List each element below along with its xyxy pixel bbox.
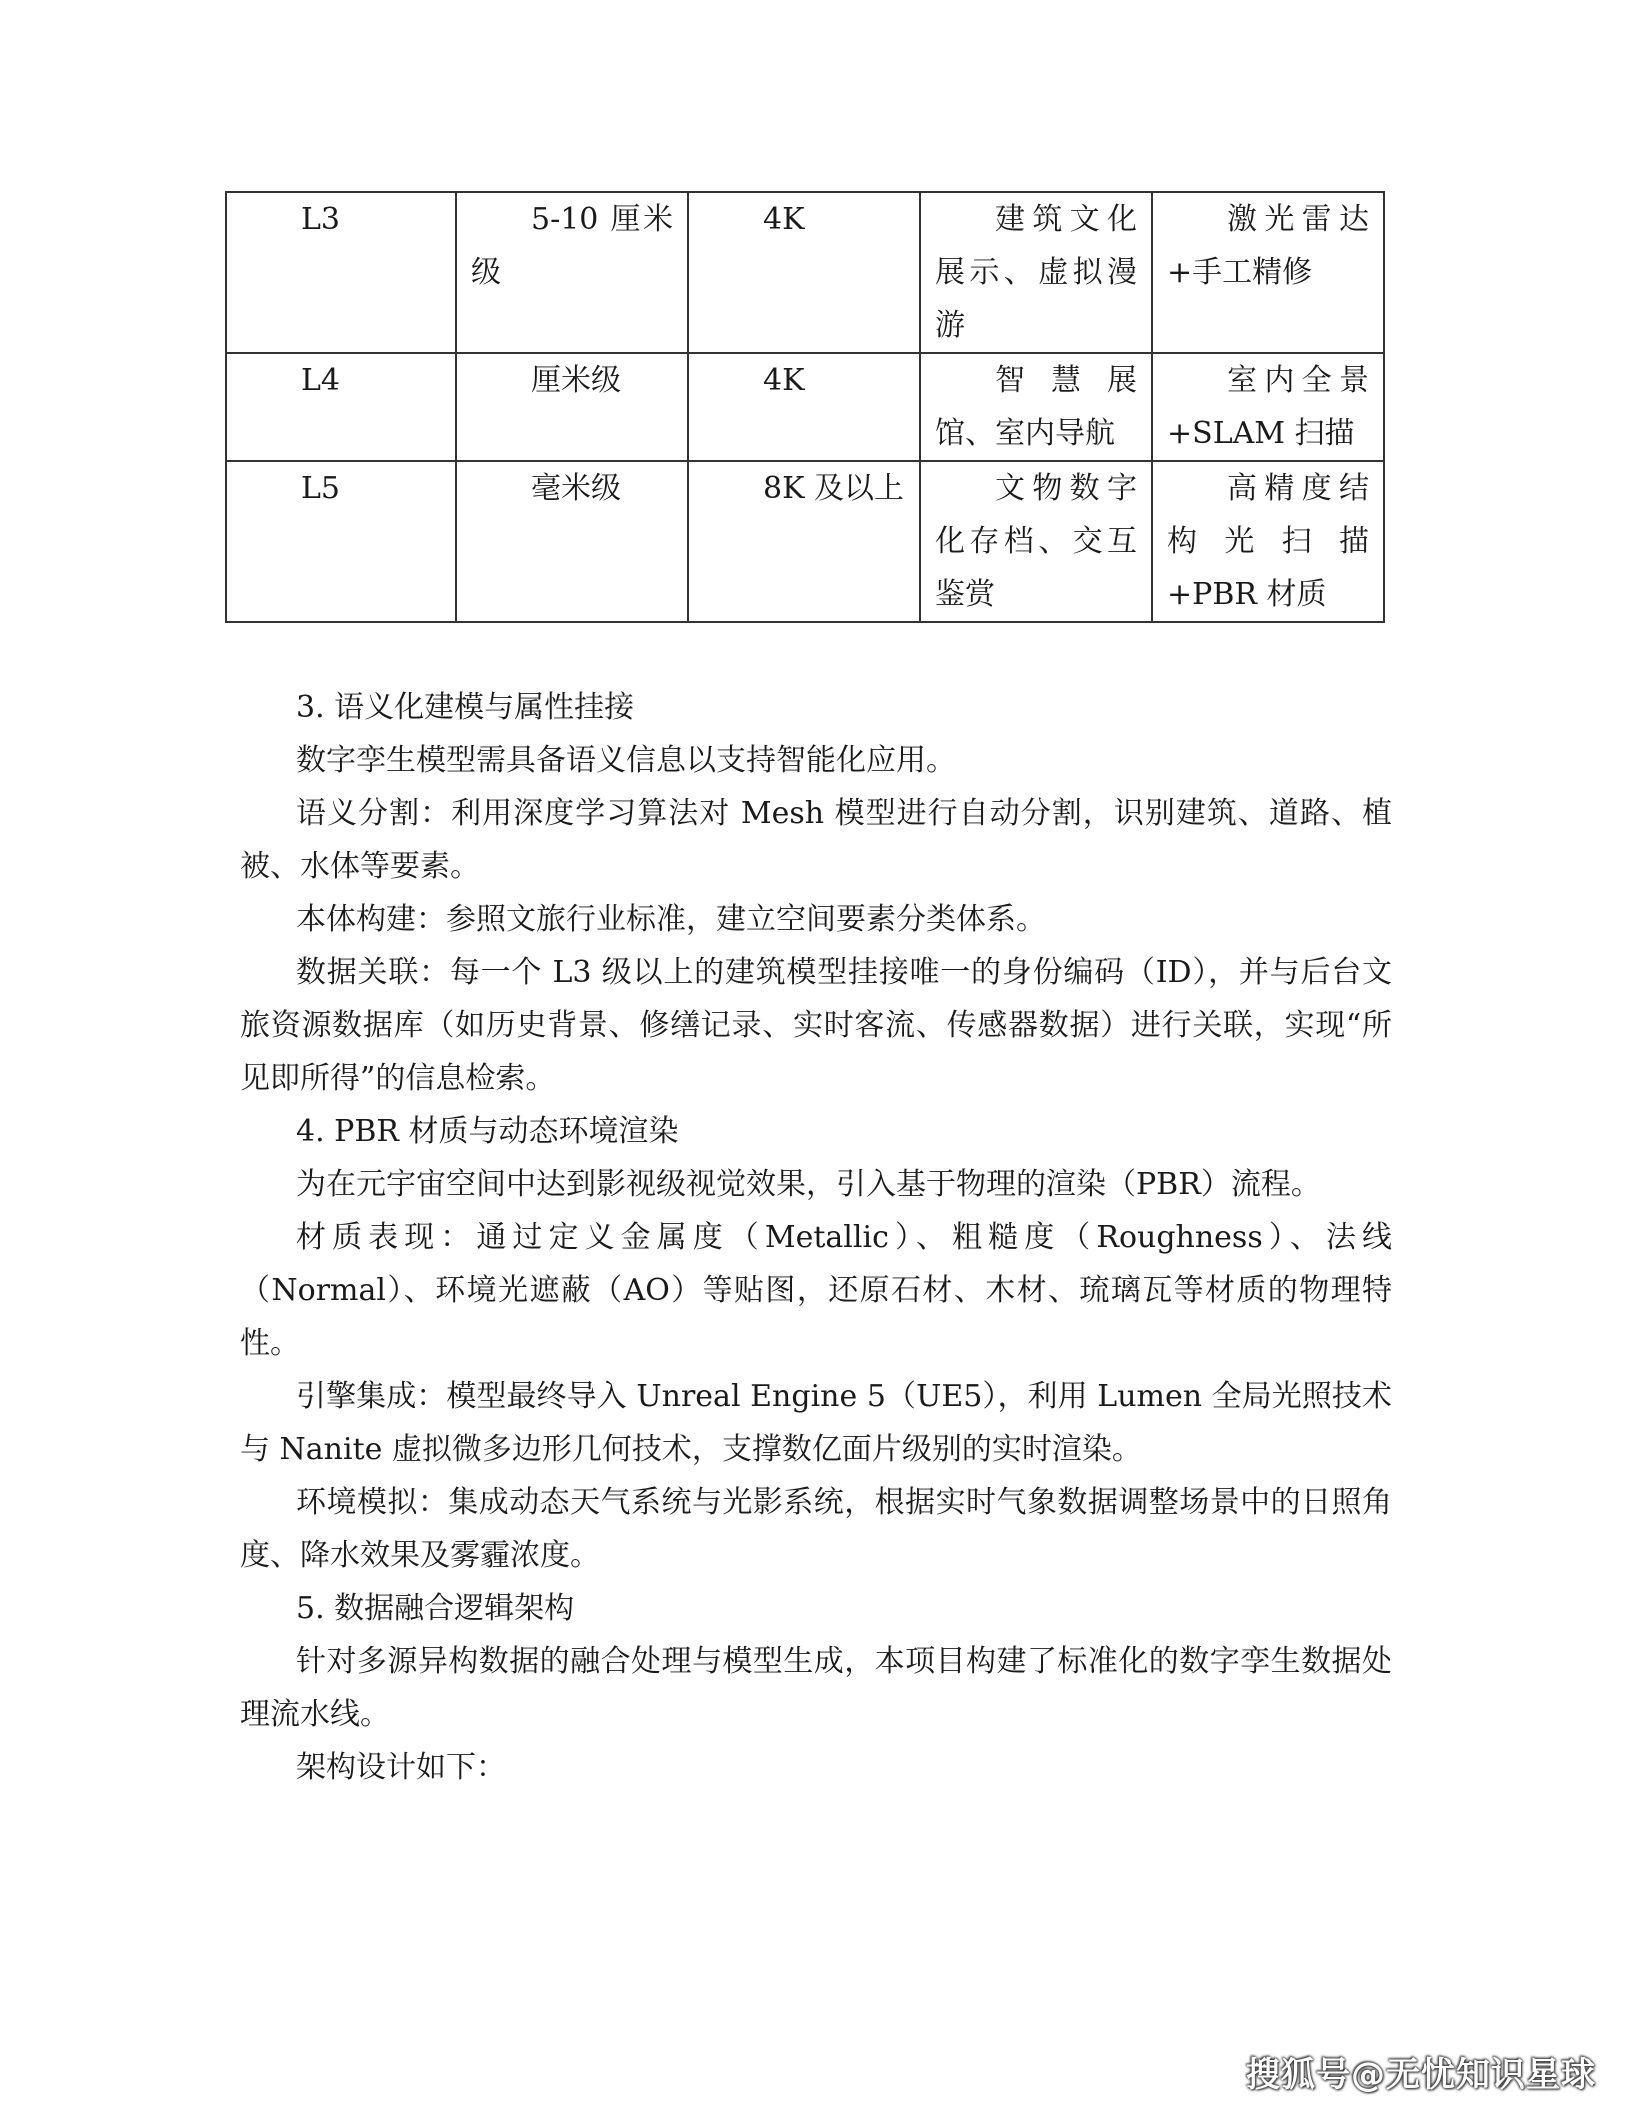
table-row	[226, 192, 1384, 353]
section-heading: 5. 数据融合逻辑架构	[296, 1591, 575, 1626]
watermark: 搜狐号@无忧知识星球	[1246, 2055, 1596, 2095]
paragraph: 材质表现：通过定义金属度（Metallic）、粗糙度（Roughness）、法线（Normal）、环境光遮蔽（AO）等贴图，还原石材、木材、琉璃瓦等材质的物理特性。	[240, 1220, 1392, 1361]
table-cell-level: L5	[226, 461, 456, 622]
table-cell-application: 文物数字化存档、交互鉴赏	[920, 461, 1152, 622]
paragraph: 架构设计如下：	[296, 1750, 506, 1785]
paragraph: 数据关联：每一个 L3 级以上的建筑模型挂接唯一的身份编码（ID），并与后台文旅资源数据库（如历史背景、修缮记录、实时客流、传感器数据）进行关联，实现“所见即所得”的信息检索。	[240, 955, 1392, 1096]
paragraph: 语义分割：利用深度学习算法对 Mesh 模型进行自动分割，识别建筑、道路、植被、水体等要素。	[240, 796, 1392, 884]
table-cell-texture: 4K	[688, 353, 920, 461]
paragraph: 为在元宇宙空间中达到影视级视觉效果，引入基于物理的渲染（PBR）流程。	[296, 1167, 1321, 1202]
paragraph: 环境模拟：集成动态天气系统与光影系统，根据实时气象数据调整场景中的日照角度、降水效果及雾霾浓度。	[240, 1485, 1392, 1573]
table-cell-texture: 8K 及以上	[688, 461, 920, 622]
table-cell-precision: 毫米级	[456, 461, 688, 622]
document-body	[240, 681, 1392, 1794]
table-cell-application: 建筑文化展示、虚拟漫游	[920, 192, 1152, 353]
table-cell-method: 激光雷达+手工精修	[1152, 192, 1384, 353]
section-heading: 4. PBR 材质与动态环境渲染	[296, 1114, 679, 1149]
specification-table	[225, 191, 1385, 623]
paragraph: 引擎集成：模型最终导入 Unreal Engine 5（UE5），利用 Lumen 全局光照技术与 Nanite 虚拟微多边形几何技术，支撑数亿面片级别的实时渲染。	[240, 1379, 1392, 1467]
table-row	[226, 353, 1384, 461]
paragraph: 针对多源异构数据的融合处理与模型生成，本项目构建了标准化的数字孪生数据处理流水线。	[240, 1644, 1392, 1732]
table-cell-precision: 厘米级	[456, 353, 688, 461]
table-cell-texture: 4K	[688, 192, 920, 353]
section-heading: 3. 语义化建模与属性挂接	[296, 690, 635, 725]
paragraph: 数字孪生模型需具备语义信息以支持智能化应用。	[296, 743, 956, 778]
table-cell-application: 智慧展馆、室内导航	[920, 353, 1152, 461]
table-cell-method: 高精度结构光扫描+PBR 材质	[1152, 461, 1384, 622]
table-cell-precision: 5-10 厘米级	[456, 192, 688, 353]
table-row	[226, 461, 1384, 622]
table-cell-level: L3	[226, 192, 456, 353]
table-cell-method: 室内全景+SLAM 扫描	[1152, 353, 1384, 461]
table-cell-level: L4	[226, 353, 456, 461]
paragraph: 本体构建：参照文旅行业标准，建立空间要素分类体系。	[296, 902, 1046, 937]
